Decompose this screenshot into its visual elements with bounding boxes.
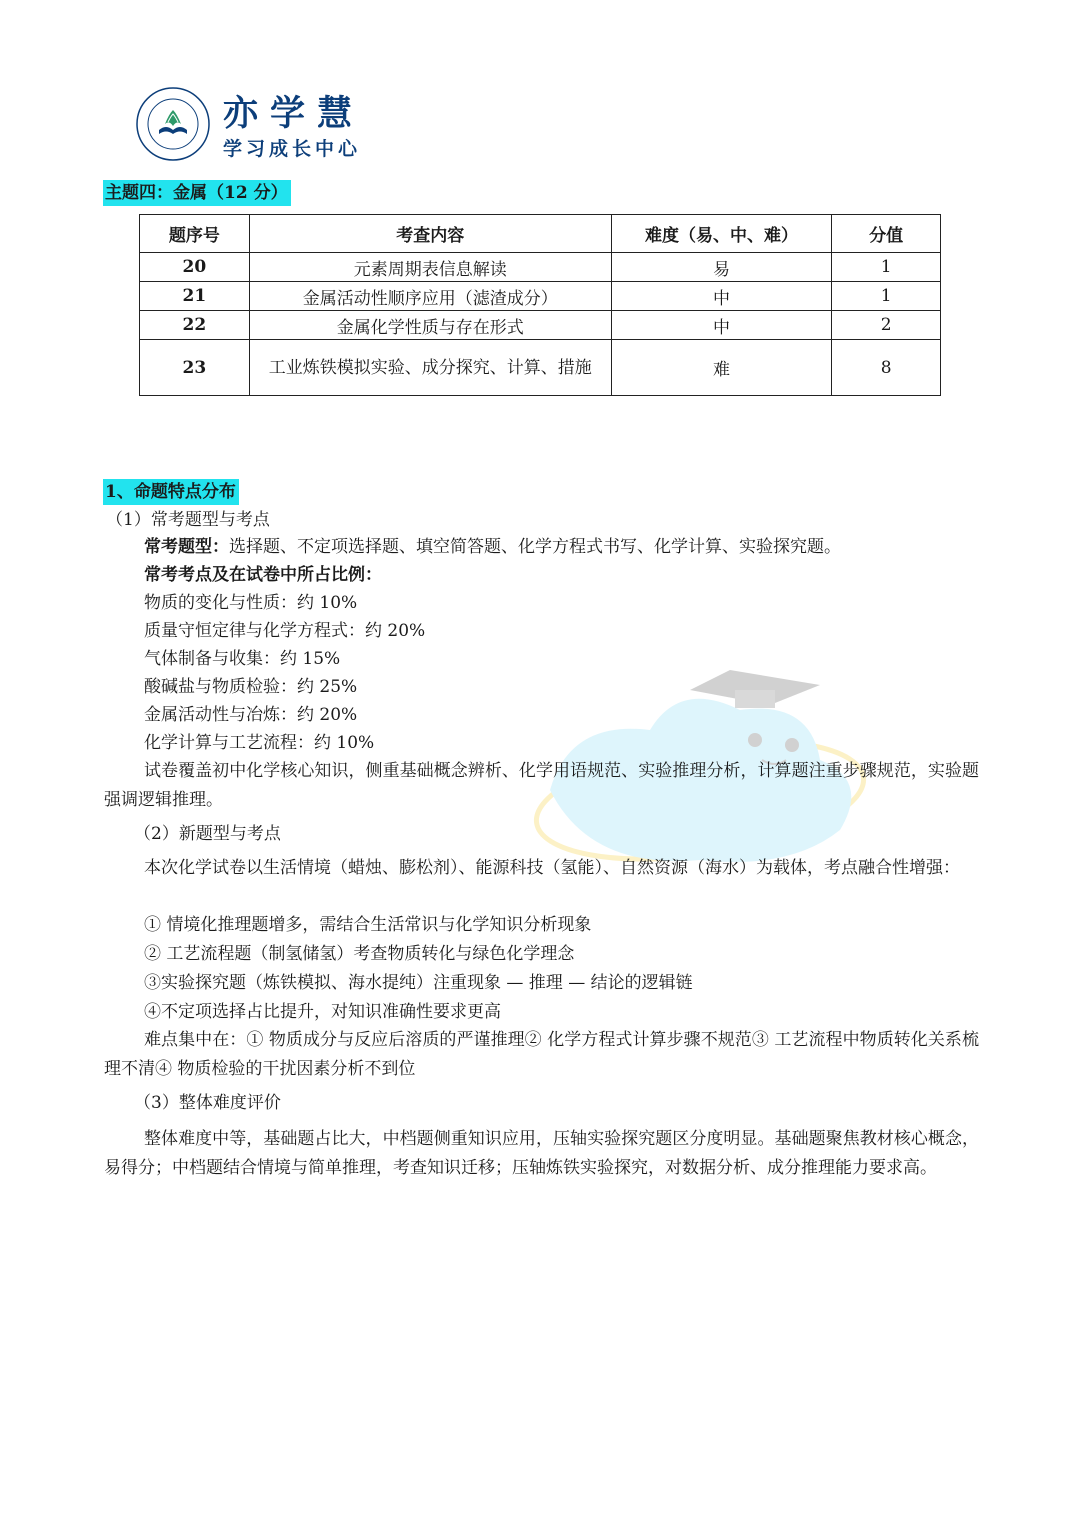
logo-title: 亦学慧 — [223, 94, 365, 134]
question-number: 22 — [140, 311, 250, 340]
overall-paragraph: 整体难度中等，基础题占比大，中档题侧重知识应用，压轴实验探究题区分度明显。基础题聚焦教材核心概念，易得分；中档题结合情境与简单推理，考查知识迁移；压轴炼铁实验探究，对数据分析、成分推理能力要求高。 — [104, 1129, 979, 1178]
book-emblem-icon — [135, 86, 211, 162]
summary-paragraph: 试卷覆盖初中化学核心知识，侧重基础概念辨析、化学用语规范、实验推理分析，计算题注重步骤规范，实验题强调逻辑推理。 — [104, 761, 979, 810]
question-number: 21 — [140, 282, 250, 311]
question-difficulty: 易 — [611, 253, 832, 282]
column-header: 考查内容 — [249, 215, 611, 253]
subsection-heading: （1）常考题型与考点 — [106, 510, 270, 530]
column-header: 题序号 — [140, 215, 250, 253]
question-content-cell — [249, 340, 611, 396]
question-content: 元素周期表信息解读 — [249, 253, 611, 282]
column-header: 难度（易、中、难） — [611, 215, 832, 253]
exam-point-item: 物质的变化与性质：约 10% — [144, 593, 358, 613]
new-types-item: ② 工艺流程题（制氢储氢）考查物质转化与绿色化学理念 — [144, 944, 575, 964]
difficulty-points-paragraph: 难点集中在：① 物质成分与反应后溶质的严谨推理② 化学方程式计算步骤不规范③ 工艺流程中物质转化关系梳理不清④ 物质检验的干扰因素分析不到位 — [104, 1030, 979, 1079]
new-types-intro: 本次化学试卷以生活情境（蜡烛、膨松剂）、能源科技（氢能）、自然资源（海水）为载体，考点融合性增强： — [144, 858, 960, 878]
exam-point-item: 化学计算与工艺流程：约 10% — [144, 733, 375, 753]
question-difficulty: 中 — [611, 311, 832, 340]
question-number: 23 — [140, 340, 250, 396]
exam-points-label: 常考考点及在试卷中所占比例： — [144, 565, 382, 585]
exam-point-item: 质量守恒定律与化学方程式：约 20% — [144, 621, 426, 641]
topic-heading: 主题四：金属（12 分） — [103, 180, 291, 206]
new-types-item: ① 情境化推理题增多，需结合生活常识与化学知识分析现象 — [144, 915, 592, 935]
subsection-heading: （3）整体难度评价 — [134, 1093, 281, 1113]
question-content: 金属化学性质与存在形式 — [249, 311, 611, 340]
question-number: 20 — [140, 253, 250, 282]
question-score: 8 — [832, 340, 941, 396]
table-row — [140, 253, 941, 282]
exam-types-label: 常考题型： — [144, 537, 229, 557]
table-row — [140, 311, 941, 340]
question-score: 1 — [832, 282, 941, 311]
exam-types-text: 选择题、不定项选择题、填空简答题、化学方程式书写、化学计算、实验探究题。 — [229, 537, 841, 557]
question-score: 1 — [832, 253, 941, 282]
table-header-row — [140, 215, 941, 253]
question-content: 金属活动性顺序应用（滤渣成分） — [249, 282, 611, 311]
exam-point-item: 金属活动性与冶炼：约 20% — [144, 705, 358, 725]
exam-point-item: 气体制备与收集：约 15% — [144, 649, 341, 669]
topic-table — [139, 214, 941, 396]
new-types-item: ③实验探究题（炼铁模拟、海水提纯）注重现象 — 推理 — 结论的逻辑链 — [144, 973, 693, 993]
question-content: 工业炼铁模拟实验、成分探究、计算、措施 — [268, 357, 592, 378]
table-row — [140, 340, 941, 396]
logo-subtitle: 学习成长中心 — [223, 138, 362, 160]
exam-point-item: 酸碱盐与物质检验：约 25% — [144, 677, 358, 697]
section-heading: 1、命题特点分布 — [103, 479, 239, 505]
question-difficulty: 难 — [611, 340, 832, 396]
question-score: 2 — [832, 311, 941, 340]
table-row — [140, 282, 941, 311]
question-difficulty: 中 — [611, 282, 832, 311]
exam-types-line — [144, 533, 841, 561]
new-types-item: ④不定项选择占比提升，对知识准确性要求更高 — [144, 1002, 501, 1022]
brand-logo — [135, 86, 375, 168]
column-header: 分值 — [832, 215, 941, 253]
subsection-heading: （2）新题型与考点 — [134, 824, 281, 844]
